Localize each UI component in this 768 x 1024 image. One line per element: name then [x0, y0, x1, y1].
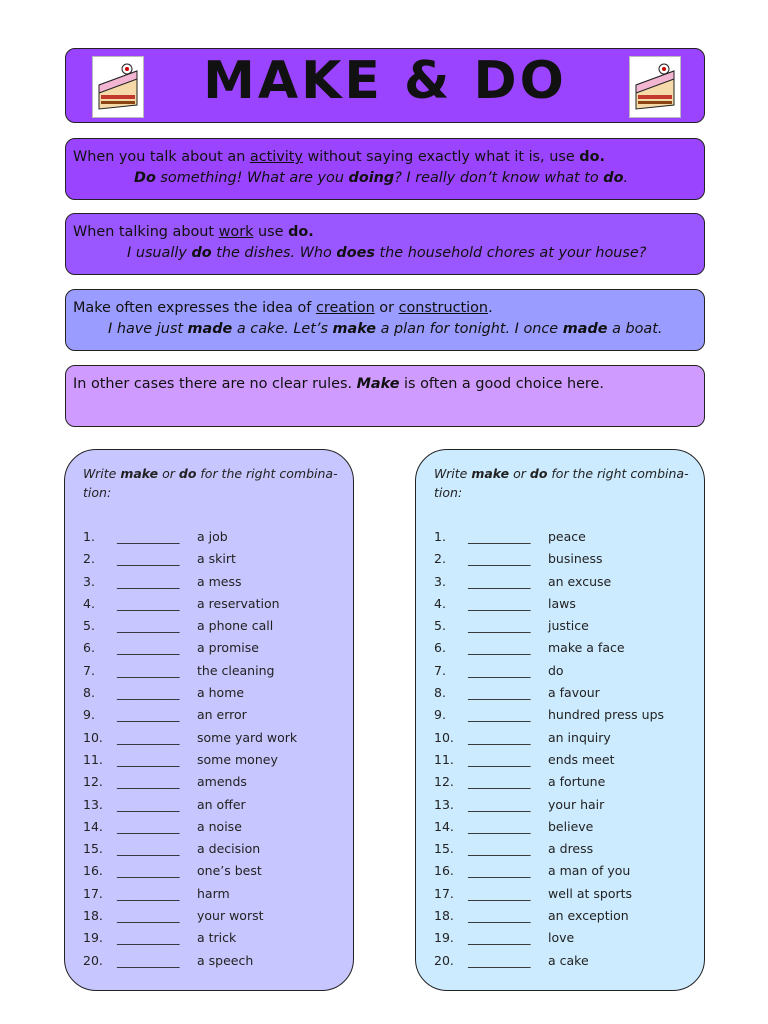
list-item	[83, 660, 297, 682]
item-number: 3.	[83, 573, 95, 589]
answer-blank[interactable]: __________	[468, 751, 531, 767]
answer-blank[interactable]: __________	[468, 930, 531, 946]
answer-blank[interactable]: __________	[468, 774, 531, 790]
item-number: 9.	[83, 707, 95, 723]
item-number: 9.	[434, 707, 446, 723]
item-number: 19.	[434, 930, 454, 946]
list-item	[83, 749, 297, 771]
item-number: 6.	[83, 640, 95, 656]
answer-blank[interactable]: __________	[468, 885, 531, 901]
item-number: 16.	[434, 863, 454, 879]
item-number: 8.	[434, 685, 446, 701]
item-phrase: well at sports	[548, 885, 633, 901]
list-item	[83, 771, 297, 793]
answer-blank[interactable]: __________	[468, 573, 531, 589]
list-item	[83, 950, 297, 972]
item-number: 19.	[83, 930, 103, 946]
list-item	[83, 883, 297, 905]
list-item	[434, 860, 664, 882]
list-item	[434, 883, 664, 905]
item-number: 14.	[434, 818, 454, 834]
answer-blank[interactable]: __________	[117, 662, 180, 678]
exercise-instruction: Write make or do for the right combina-tion:	[83, 466, 338, 500]
answer-blank[interactable]: __________	[117, 930, 180, 946]
exercise-panel-right	[415, 449, 705, 991]
list-item	[434, 548, 664, 570]
item-phrase: a phone call	[197, 618, 274, 634]
item-phrase: ends meet	[548, 751, 615, 767]
rule-text: When you talk about an activity without saying exactly what it is, use do.	[73, 149, 605, 165]
item-phrase: a trick	[197, 930, 237, 946]
answer-blank[interactable]: __________	[468, 551, 531, 567]
rule-example: I usually do the dishes. Who does the household chores at your house?	[127, 245, 647, 261]
item-phrase: an offer	[197, 796, 246, 812]
item-number: 16.	[83, 863, 103, 879]
list-item	[83, 860, 297, 882]
item-phrase: the cleaning	[197, 662, 275, 678]
item-phrase: make a face	[548, 640, 625, 656]
rule-other-box	[65, 365, 705, 427]
rule-example: I have just made a cake. Let’s make a plan for tonight. I once made a boat.	[108, 321, 663, 337]
rule-example: Do something! What are you doing? I really don’t know what to do.	[134, 170, 629, 186]
list-item	[83, 526, 297, 548]
answer-blank[interactable]: __________	[468, 707, 531, 723]
answer-blank[interactable]: __________	[468, 841, 531, 857]
item-number: 11.	[83, 751, 103, 767]
answer-blank[interactable]: __________	[468, 952, 531, 968]
list-item	[83, 905, 297, 927]
list-item	[434, 950, 664, 972]
item-number: 10.	[434, 729, 454, 745]
item-number: 12.	[83, 774, 103, 790]
answer-blank[interactable]: __________	[117, 796, 180, 812]
item-number: 12.	[434, 774, 454, 790]
item-number: 4.	[434, 595, 446, 611]
list-item	[83, 794, 297, 816]
item-number: 18.	[83, 908, 103, 924]
item-phrase: an inquiry	[548, 729, 611, 745]
page-title: MAKE & DO	[203, 51, 567, 111]
list-item	[434, 771, 664, 793]
answer-blank[interactable]: __________	[468, 618, 531, 634]
answer-blank[interactable]: __________	[117, 551, 180, 567]
list-item	[83, 727, 297, 749]
rule-text: Make often expresses the idea of creation or construction.	[73, 300, 493, 316]
item-phrase: a cake	[548, 952, 589, 968]
item-phrase: your hair	[548, 796, 605, 812]
item-phrase: love	[548, 930, 575, 946]
answer-blank[interactable]: __________	[117, 751, 180, 767]
item-phrase: a dress	[548, 841, 594, 857]
item-phrase: a reservation	[197, 595, 280, 611]
answer-blank[interactable]: __________	[117, 640, 180, 656]
list-item	[434, 682, 664, 704]
answer-blank[interactable]: __________	[468, 908, 531, 924]
item-phrase: a skirt	[197, 551, 236, 567]
item-number: 15.	[434, 841, 454, 857]
answer-blank[interactable]: __________	[117, 595, 180, 611]
list-item	[83, 548, 297, 570]
exercise-list	[83, 526, 297, 972]
list-item	[434, 727, 664, 749]
item-number: 4.	[83, 595, 95, 611]
item-phrase: a fortune	[548, 774, 606, 790]
item-number: 8.	[83, 685, 95, 701]
item-number: 7.	[434, 662, 446, 678]
answer-blank[interactable]: __________	[117, 818, 180, 834]
rule-text: When talking about work use do.	[73, 224, 314, 240]
list-item	[434, 526, 664, 548]
answer-blank[interactable]: __________	[468, 863, 531, 879]
list-item	[434, 704, 664, 726]
rule-activity-box	[65, 138, 705, 200]
answer-blank[interactable]: __________	[117, 707, 180, 723]
item-number: 18.	[434, 908, 454, 924]
list-item	[434, 571, 664, 593]
answer-blank[interactable]: __________	[117, 618, 180, 634]
answer-blank[interactable]: __________	[117, 841, 180, 857]
answer-blank[interactable]: __________	[468, 685, 531, 701]
list-item	[434, 838, 664, 860]
cake-slice-icon	[629, 56, 681, 118]
item-number: 17.	[83, 885, 103, 901]
list-item	[434, 660, 664, 682]
item-phrase: your worst	[197, 908, 264, 924]
item-phrase: harm	[197, 885, 230, 901]
item-number: 10.	[83, 729, 103, 745]
item-number: 3.	[434, 573, 446, 589]
item-phrase: a man of you	[548, 863, 631, 879]
item-number: 17.	[434, 885, 454, 901]
item-phrase: some money	[197, 751, 278, 767]
answer-blank[interactable]: __________	[117, 573, 180, 589]
list-item	[83, 593, 297, 615]
list-item	[83, 816, 297, 838]
answer-blank[interactable]: __________	[117, 885, 180, 901]
list-item	[83, 637, 297, 659]
answer-blank[interactable]: __________	[468, 729, 531, 745]
item-phrase: a noise	[197, 818, 242, 834]
item-phrase: a speech	[197, 952, 254, 968]
item-number: 6.	[434, 640, 446, 656]
item-number: 13.	[83, 796, 103, 812]
item-phrase: believe	[548, 818, 594, 834]
item-phrase: a promise	[197, 640, 259, 656]
list-item	[434, 637, 664, 659]
answer-blank[interactable]: __________	[117, 529, 180, 544]
item-phrase: do	[548, 662, 564, 678]
item-phrase: peace	[548, 529, 586, 544]
item-phrase: laws	[548, 595, 576, 611]
item-number: 11.	[434, 751, 454, 767]
answer-blank[interactable]: __________	[468, 662, 531, 678]
exercise-panel-left	[64, 449, 354, 991]
item-number: 14.	[83, 818, 103, 834]
item-number: 2.	[434, 551, 446, 567]
answer-blank[interactable]: __________	[468, 595, 531, 611]
item-number: 2.	[83, 551, 95, 567]
list-item	[434, 749, 664, 771]
exercise-instruction: Write make or do for the right combina-tion:	[434, 466, 689, 500]
answer-blank[interactable]: __________	[468, 796, 531, 812]
list-item	[83, 838, 297, 860]
rule-creation-box	[65, 289, 705, 351]
answer-blank[interactable]: __________	[468, 818, 531, 834]
item-number: 1.	[434, 529, 446, 544]
answer-blank[interactable]: __________	[117, 774, 180, 790]
list-item	[434, 794, 664, 816]
list-item	[83, 615, 297, 637]
list-item	[434, 927, 664, 949]
item-phrase: a home	[197, 685, 245, 701]
item-number: 20.	[434, 952, 454, 968]
item-phrase: a decision	[197, 841, 261, 857]
list-item	[83, 682, 297, 704]
item-number: 5.	[83, 618, 95, 634]
item-phrase: amends	[197, 774, 247, 790]
list-item	[434, 905, 664, 927]
answer-blank[interactable]: __________	[117, 952, 180, 968]
item-phrase: business	[548, 551, 603, 567]
item-number: 15.	[83, 841, 103, 857]
list-item	[83, 704, 297, 726]
answer-blank[interactable]: __________	[117, 729, 180, 745]
item-phrase: a job	[197, 529, 228, 544]
item-phrase: one’s best	[197, 863, 262, 879]
list-item	[83, 927, 297, 949]
item-phrase: hundred press ups	[548, 707, 665, 723]
answer-blank[interactable]: __________	[468, 640, 531, 656]
list-item	[434, 593, 664, 615]
item-phrase: an excuse	[548, 573, 612, 589]
answer-blank[interactable]: __________	[117, 908, 180, 924]
item-phrase: a favour	[548, 685, 600, 701]
answer-blank[interactable]: __________	[117, 863, 180, 879]
item-phrase: an error	[197, 707, 247, 723]
list-item	[83, 571, 297, 593]
answer-blank[interactable]: __________	[117, 685, 180, 701]
answer-blank[interactable]: __________	[468, 529, 531, 544]
item-number: 20.	[83, 952, 103, 968]
item-number: 5.	[434, 618, 446, 634]
item-phrase: justice	[548, 618, 589, 634]
item-number: 7.	[83, 662, 95, 678]
item-phrase: an exception	[548, 908, 629, 924]
title-banner	[65, 48, 705, 123]
item-number: 1.	[83, 529, 95, 544]
item-phrase: some yard work	[197, 729, 298, 745]
exercise-list	[434, 526, 664, 972]
rule-work-box	[65, 213, 705, 275]
item-phrase: a mess	[197, 573, 242, 589]
list-item	[434, 816, 664, 838]
item-number: 13.	[434, 796, 454, 812]
list-item	[434, 615, 664, 637]
rule-text: In other cases there are no clear rules. Make is often a good choice here.	[73, 376, 604, 392]
